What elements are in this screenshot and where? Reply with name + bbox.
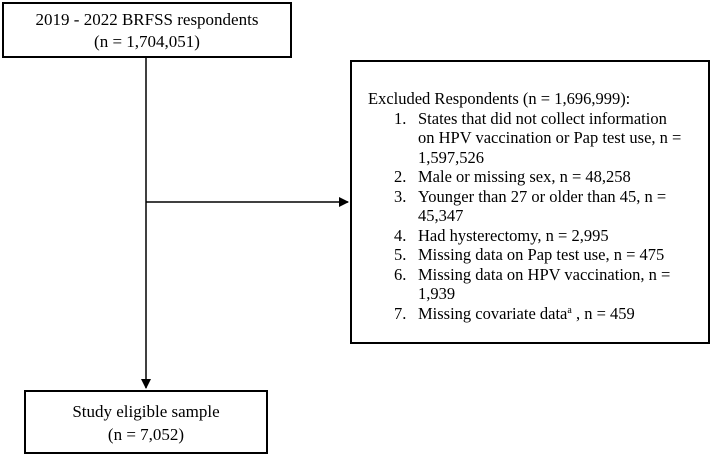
item-text: Male or missing sex, n = 48,258 bbox=[418, 167, 631, 186]
eligible-sample-box bbox=[24, 390, 268, 454]
item-number: 7. bbox=[394, 303, 407, 323]
respondents-count: (n = 1,704,051) bbox=[94, 32, 200, 51]
eligible-sample-count: (n = 7,052) bbox=[107, 425, 185, 444]
item-number: 6. bbox=[394, 264, 407, 284]
item-number: 5. bbox=[394, 245, 407, 264]
footnote-marker: a bbox=[567, 304, 572, 316]
exclusion-item bbox=[368, 109, 700, 168]
item-number: 4. bbox=[394, 225, 407, 245]
exclusion-item bbox=[368, 187, 700, 226]
item-text: Missing covariate data bbox=[418, 303, 568, 323]
item-number: 1. bbox=[394, 108, 407, 128]
item-text: Missing data on HPV vaccination, n = 1,939 bbox=[418, 264, 671, 303]
eligible-sample-label: Study eligible sample bbox=[72, 402, 220, 421]
excluded-respondents-box bbox=[350, 60, 710, 344]
item-count: , n = 459 bbox=[571, 303, 635, 323]
excluded-title: Excluded Respondents (n = 1,696,999): bbox=[368, 89, 631, 108]
exclusion-list bbox=[368, 109, 700, 324]
exclusion-item bbox=[368, 265, 700, 304]
item-text: Had hysterectomy, n = 2,995 bbox=[418, 225, 609, 245]
exclusion-item bbox=[368, 226, 700, 246]
item-text: Younger than 27 or older than 45, n = 45,347 bbox=[418, 186, 667, 225]
item-text: Missing data on Pap test use, n = 475 bbox=[418, 245, 665, 264]
respondents-box bbox=[2, 2, 292, 58]
exclusion-item bbox=[368, 304, 700, 324]
respondents-label: 2019 - 2022 BRFSS respondents bbox=[35, 10, 259, 29]
item-number: 3. bbox=[394, 186, 407, 206]
item-number: 2. bbox=[394, 167, 407, 186]
item-text: States that did not collect information on HPV vaccination or Pap test use, n = 1,597,526 bbox=[418, 108, 682, 167]
exclusion-item bbox=[368, 167, 700, 187]
exclusion-item bbox=[368, 245, 700, 265]
